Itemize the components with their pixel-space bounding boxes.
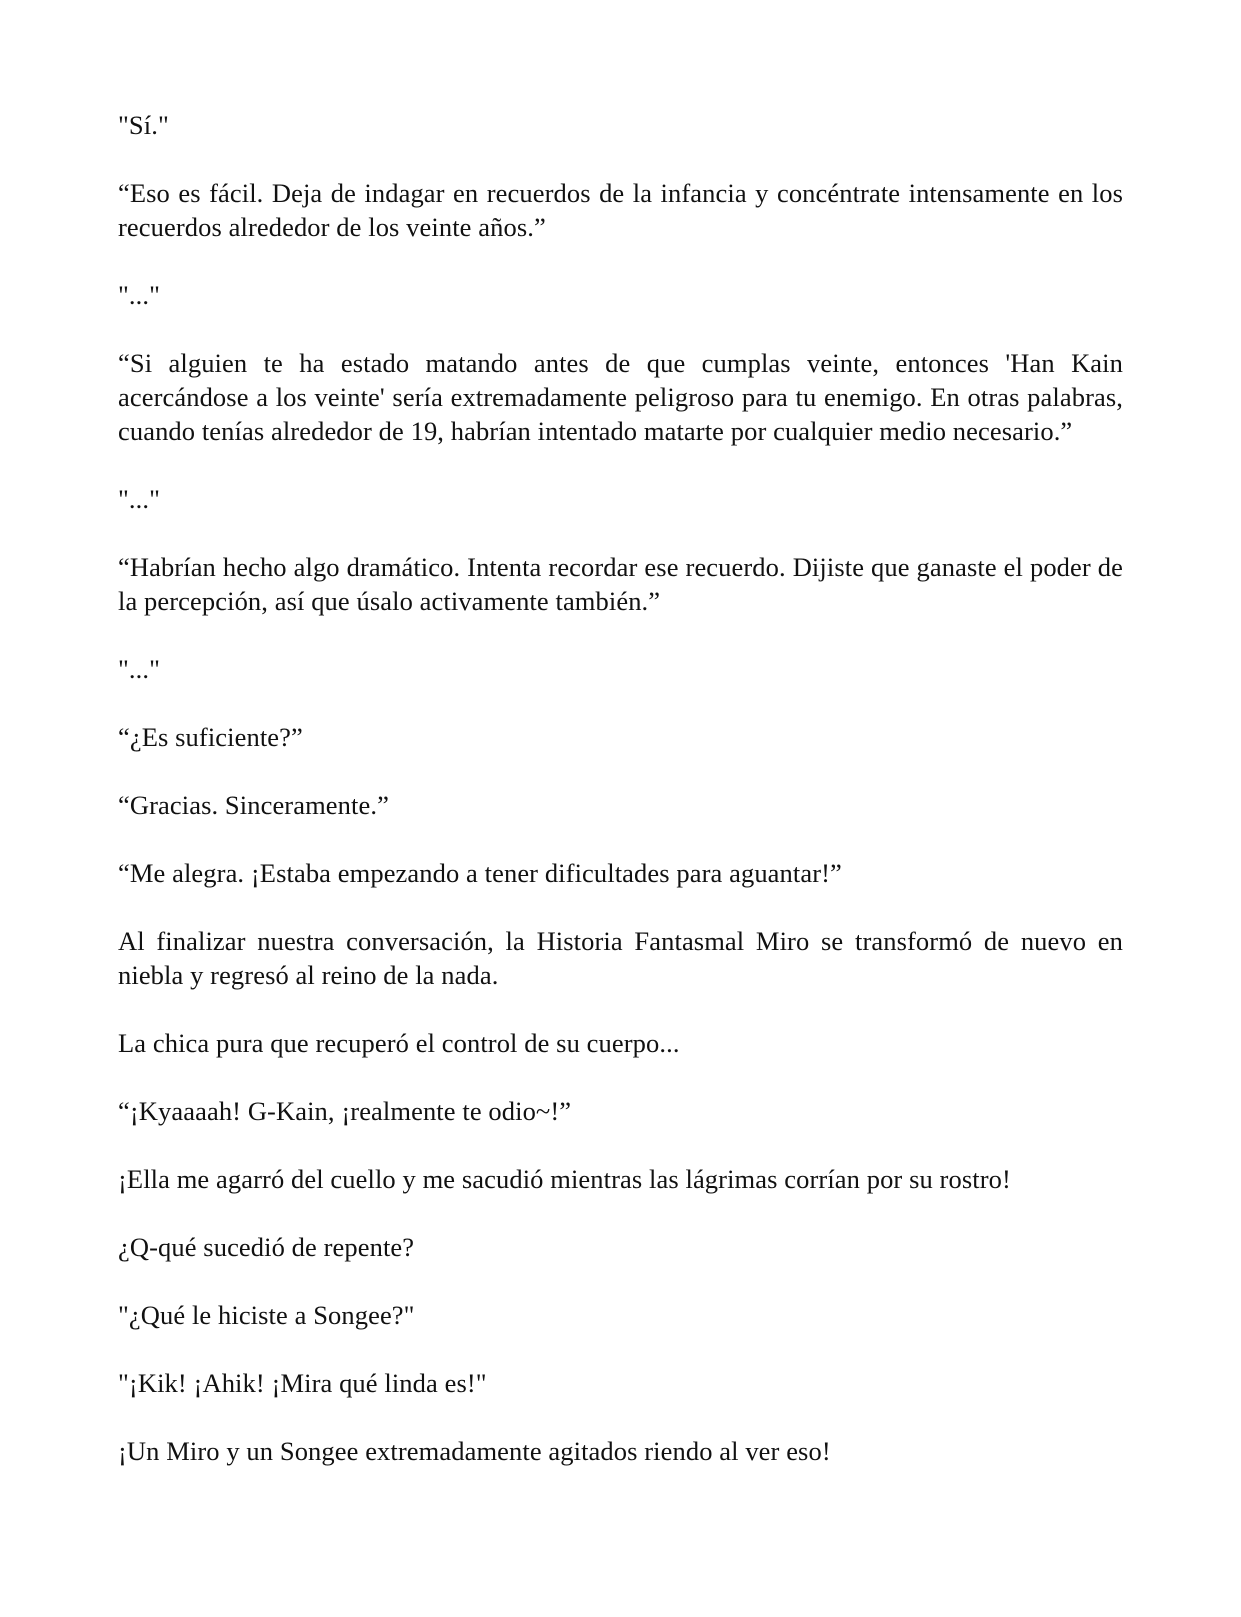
paragraph-14: ¡Ella me agarró del cuello y me sacudió mientras las lágrimas corrían por su rostro!	[118, 1164, 1011, 1194]
paragraph-9: “Gracias. Sinceramente.”	[118, 790, 389, 820]
paragraph-8: “¿Es suficiente?”	[118, 722, 303, 752]
paragraph-7: "..."	[118, 654, 161, 684]
paragraph-16: "¿Qué le hiciste a Songee?"	[118, 1300, 415, 1330]
paragraph-17: "¡Kik! ¡Ahik! ¡Mira qué linda es!"	[118, 1368, 487, 1398]
paragraph-6: “Habrían hecho algo dramático. Intenta recordar ese recuerdo. Dijiste que ganaste el poder de la percepción, así que úsalo activamente también.”	[118, 552, 1123, 616]
paragraph-4: “Si alguien te ha estado matando antes de que cumplas veinte, entonces 'Han Kain acercándose a los veinte' sería extremadamente peligroso para tu enemigo. En otras palabras, cuando tenías alrededor de 19, habrían intentado matarte por cualquier medio necesario.”	[118, 348, 1123, 446]
paragraph-10: “Me alegra. ¡Estaba empezando a tener dificultades para aguantar!”	[118, 858, 842, 888]
paragraph-1: "Sí."	[118, 110, 169, 140]
paragraph-15: ¿Q-qué sucedió de repente?	[118, 1232, 415, 1262]
paragraph-5: "..."	[118, 484, 161, 514]
paragraph-2: “Eso es fácil. Deja de indagar en recuerdos de la infancia y concéntrate intensamente en los recuerdos alrededor de los veinte años.”	[118, 178, 1123, 242]
paragraph-13: “¡Kyaaaah! G-Kain, ¡realmente te odio~!”	[118, 1096, 572, 1126]
paragraph-3: "..."	[118, 280, 161, 310]
paragraph-18: ¡Un Miro y un Songee extremadamente agitados riendo al ver eso!	[118, 1436, 831, 1466]
paragraph-11: Al finalizar nuestra conversación, la Historia Fantasmal Miro se transformó de nuevo en niebla y regresó al reino de la nada.	[118, 926, 1123, 990]
paragraph-12: La chica pura que recuperó el control de su cuerpo...	[118, 1028, 680, 1058]
